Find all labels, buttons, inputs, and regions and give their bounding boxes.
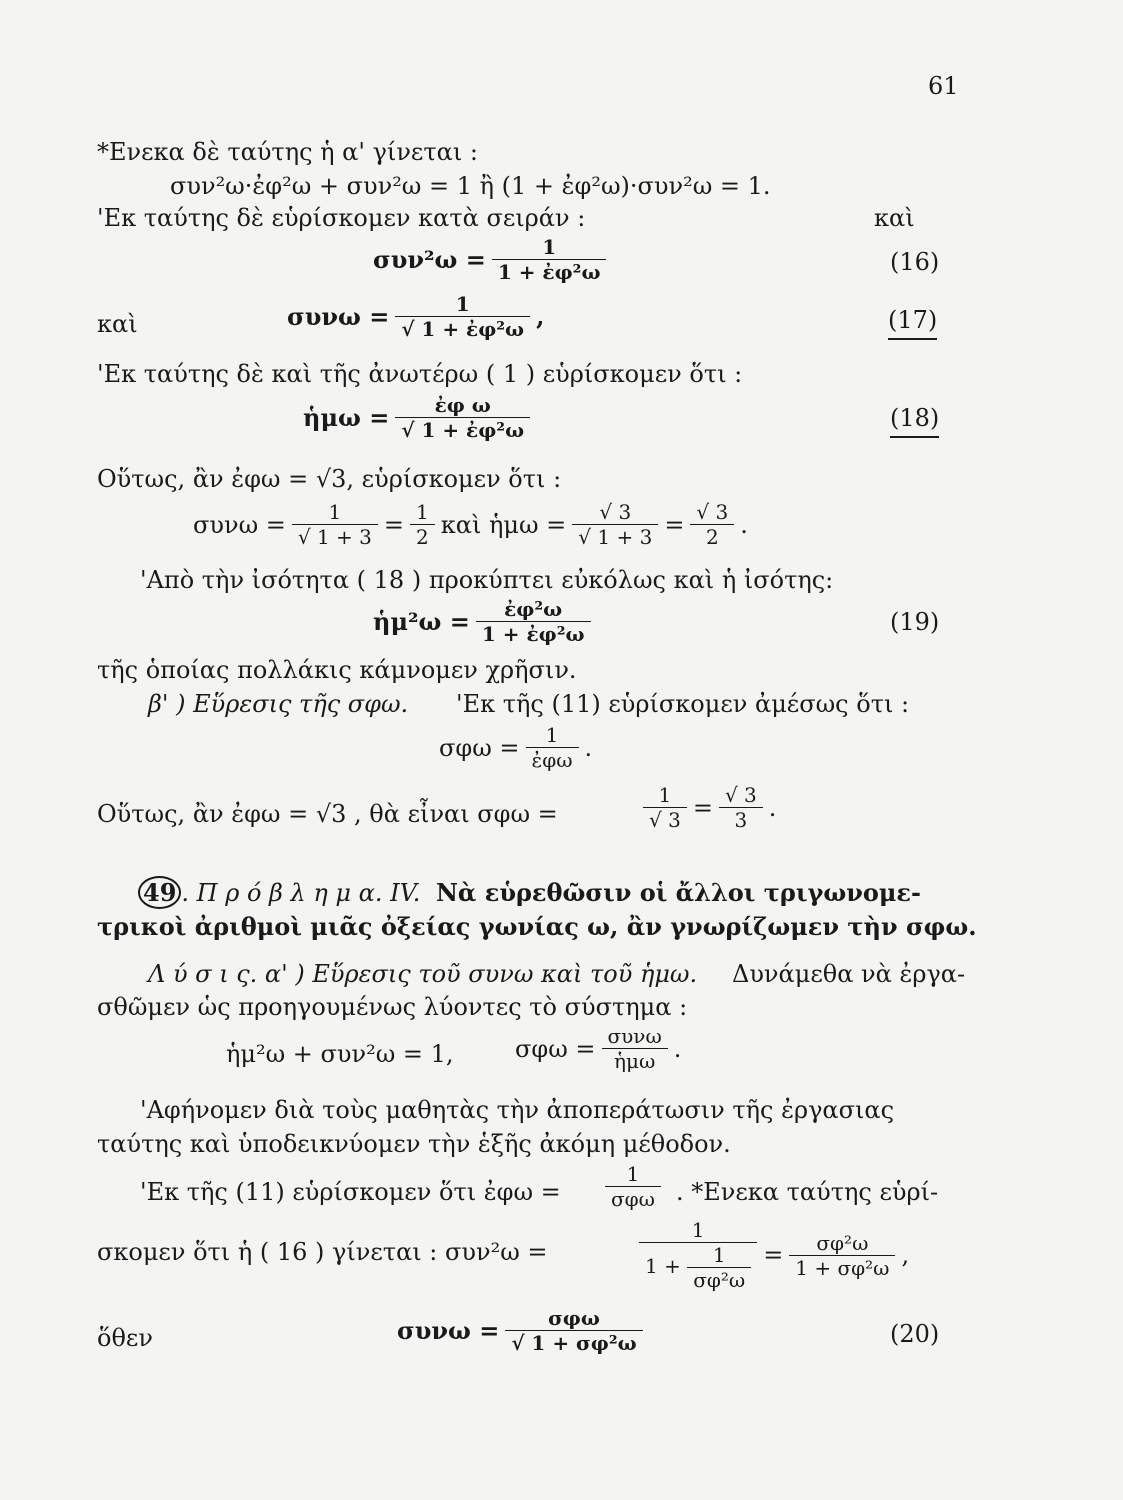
eq23-den-pre: 1 + [645,1254,681,1278]
text-line: Δυνάμεθα νὰ ἐργα- [732,960,966,988]
eq9-frac3-den: √ 1 + 3 [578,525,653,549]
eq15-frac2-num: √ 3 [719,783,763,808]
eq15-frac1-den: √ 3 [649,808,681,832]
eq14-den: ἐφω [531,748,573,772]
eq9-eq: = [383,510,405,539]
equation-system-a: ἡμ²ω + συν²ω = 1, [226,1040,454,1068]
eq18-num: ἐφ ω [395,393,530,418]
eq9-frac3 [572,500,658,549]
equation-label-19: (19) [890,608,940,636]
eq14-lhs: σφω = [439,733,520,762]
text-line: 'Εκ τῆς (11) εὑρίσκομεν ὅτι ἐφω = [140,1178,561,1206]
eq16-num: 1 [492,235,607,260]
eq23-eq: = [763,1241,784,1269]
eq20-lhs: συνω = [397,1316,500,1345]
text-line: . *Ενεκα ταύτης εὑρί- [676,1178,939,1206]
eq9-frac1-num: 1 [292,500,378,525]
eq18-lhs: ἡμω = [303,403,390,432]
equation-16 [370,235,609,284]
text-line: καὶ [874,204,915,232]
eq19b-lhs: σφω = [515,1034,596,1063]
text-line: καὶ [97,310,138,338]
eq23-f2-den: 1 + σφ²ω [795,1255,890,1280]
equation-line: συν²ω·ἐφ²ω + συν²ω = 1 ἢ (1 + ἐφ²ω)·συν²ω = 1. [170,172,771,200]
solution-heading: Λ ύ σ ι ς. α' ) Εὕρεσις τοῦ συνω καὶ τοῦ ἡμω. [148,960,698,988]
eq19b-end: . [673,1034,682,1063]
eq9-frac3-num: √ 3 [572,500,658,525]
equation-23 [636,1218,912,1292]
subheading: β' ) Εὕρεσις τῆς σφω. [148,690,409,718]
eq23-frac2 [789,1231,895,1280]
eq16-den: 1 + ἐφ²ω [497,260,601,284]
eq17-lhs: συνω = [287,302,390,331]
eq20-fraction [505,1306,642,1355]
eq23-num: 1 [639,1218,757,1243]
eq23-complex-fraction [639,1218,757,1292]
eq17-den: √ 1 + ἐφ²ω [401,317,525,341]
eq19-fraction [476,597,591,646]
equation-tan-from-cot [602,1162,664,1211]
text-line: σκομεν ὅτι ἡ ( 16 ) γίνεται : συν²ω = [97,1238,548,1266]
eq9-frac1-den: √ 1 + 3 [297,525,372,549]
problem-statement-cont: τρικοὶ ἀριθμοὶ μιᾶς ὀξείας γωνίας ω, ἂν γνωρίζωμεν τὴν σφω. [97,912,977,941]
equation-label-16: (16) [890,248,940,276]
eq15-frac1 [643,783,687,832]
eq9-frac2 [410,500,435,549]
eq19-lhs: ἡμ²ω = [373,607,470,636]
eq20-num: σφω [505,1306,642,1331]
eq9-frac4-den: 2 [705,525,719,549]
problem-statement: Νὰ εὑρεθῶσιν οἱ ἄλλοι τριγωνομε- [435,878,921,907]
problem-heading [138,876,921,909]
equation-20 [394,1306,646,1355]
eq9-mid: καὶ ἡμω = [440,510,567,539]
equation-label-20: (20) [890,1320,940,1348]
text-line: Οὕτως, ἂν ἐφω = √3, εὑρίσκομεν ὅτι : [97,465,562,493]
eq23-inner-num: 1 [687,1243,751,1268]
eq23-end: , [901,1241,910,1269]
eq22-den: σφω [611,1187,655,1211]
equation-18 [300,393,533,442]
eq19b-num: συνω [602,1024,668,1049]
eq9-eq2: = [664,510,685,539]
eq23-f2-num: σφ²ω [789,1231,895,1256]
text-line: 'Αφήνομεν διὰ τοὺς μαθητὰς τὴν ἀποπεράτωσιν τῆς ἐργασιας [140,1096,895,1124]
eq9-frac2-num: 1 [410,500,435,525]
equation-system-b [512,1024,684,1073]
equation-label-17: (17) [888,306,937,340]
problem-title: . Π ρ ό β λ η μ α. IV. [181,879,421,907]
eq9-frac4 [690,500,734,549]
eq19b-fraction [602,1024,668,1073]
text-line: ὅθεν [97,1324,153,1352]
eq9-lhs: συνω = [193,510,286,539]
eq23-den [639,1243,757,1292]
eq17-num: 1 [395,292,530,317]
text-line: ταύτης καὶ ὑποδεικνύομεν τὴν ἑξῆς ἀκόμη μέθοδον. [97,1130,731,1158]
equation-cot-example [640,783,779,832]
eq16-fraction [492,235,607,284]
eq15-frac2 [719,783,763,832]
eq14-end: . [584,733,593,762]
eq9-frac2-den: 2 [416,525,429,549]
eq22-fraction [605,1162,661,1211]
eq20-den: √ 1 + σφ²ω [511,1331,637,1355]
eq17-fraction [395,292,530,341]
text-line: τῆς ὁποίας πολλάκις κάμνομεν χρῆσιν. [97,656,577,684]
problem-number: 49 [138,876,181,909]
eq14-num: 1 [526,723,579,748]
equation-19 [370,597,594,646]
eq19b-den: ἡμω [613,1049,656,1073]
eq18-fraction [395,393,530,442]
equation-sqrt3-example [190,500,751,549]
text-line: Οὕτως, ἂν ἐφω = √3 , θὰ εἶναι σφω = [97,800,558,828]
eq22-num: 1 [605,1162,661,1187]
eq19-num: ἐφ²ω [476,597,591,622]
equation-label-18: (18) [890,404,939,438]
eq15-frac1-num: 1 [643,783,687,808]
eq9-frac4-num: √ 3 [690,500,734,525]
eq9-end: . [740,510,748,539]
eq15-end: . [768,793,777,822]
text-line: σθῶμεν ὡς προηγουμένως λύοντες τὸ σύστημα : [97,993,688,1021]
eq23-inner-fraction [687,1243,751,1292]
eq16-lhs: συν²ω = [373,245,486,274]
equation-17 [284,292,547,341]
text-line: *Ενεκα δὲ ταύτης ἡ α' γίνεται : [97,138,478,166]
eq23-inner-den: σφ²ω [693,1268,746,1292]
eq14-fraction [526,723,579,772]
text-line: 'Εκ ταύτης δὲ καὶ τῆς ἀνωτέρω ( 1 ) εὑρίσκομεν ὅτι : [97,360,743,388]
eq17-comma: , [536,302,545,331]
eq9-frac1 [292,500,378,549]
eq15-eq: = [692,793,713,822]
text-line: 'Απὸ τὴν ἰσότητα ( 18 ) προκύπτει εὐκόλως καὶ ἡ ἰσότης: [140,566,834,594]
eq15-frac2-den: 3 [734,808,748,832]
eq18-den: √ 1 + ἐφ²ω [401,418,525,442]
equation-cot [436,723,595,772]
eq19-den: 1 + ἐφ²ω [481,622,585,646]
page-number: 61 [928,72,959,100]
text-line: 'Εκ ταύτης δὲ εὑρίσκομεν κατὰ σειράν : [97,204,586,232]
text-line: 'Εκ τῆς (11) εὑρίσκομεν ἀμέσως ὅτι : [456,690,910,718]
